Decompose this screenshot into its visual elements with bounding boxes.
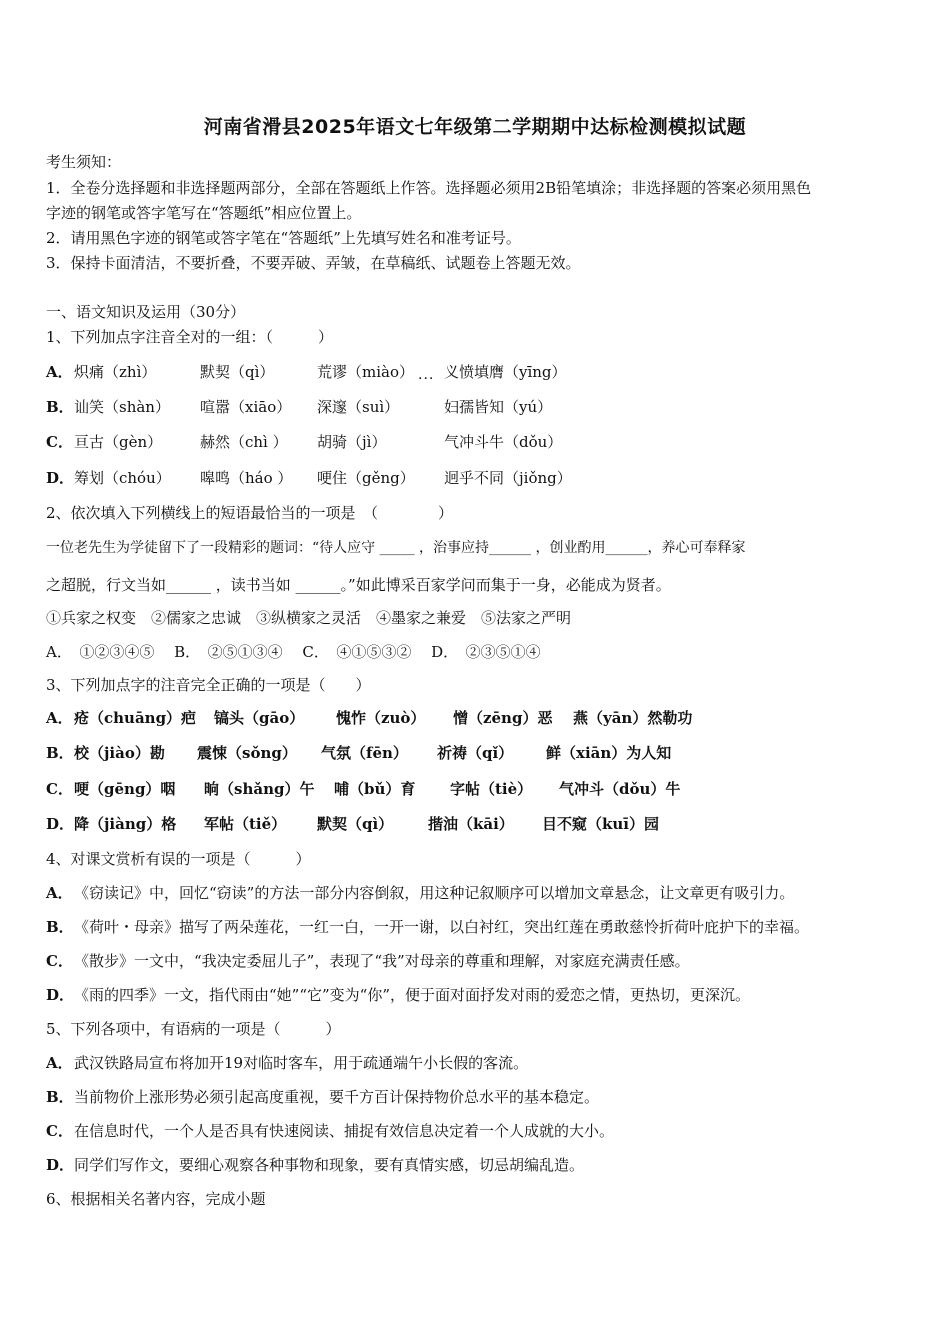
option-cell: 气氛（fēn） bbox=[321, 744, 408, 762]
option-cell: 默契（qì） bbox=[200, 363, 275, 381]
option-label: C． bbox=[46, 780, 73, 798]
option-text: 同学们写作文，要细心观察各种事物和现象，要有真情实感，切忌胡编乱造。 bbox=[74, 1156, 585, 1174]
section-heading: 一、语文知识及运用（30分） bbox=[46, 303, 246, 321]
notice-line: 3．保持卡面清洁，不要折叠，不要弄破、弄皱，在草稿纸、试题卷上答题无效。 bbox=[46, 254, 581, 272]
option-cell: 赫然（chì ） bbox=[200, 433, 288, 451]
question-stem: 4、对课文赏析有误的一项是（ ） bbox=[46, 850, 311, 868]
option-cell: 妇孺皆知（yú） bbox=[444, 398, 553, 416]
option-label: B． bbox=[46, 398, 74, 416]
option-text: 当前物价上涨形势必须引起高度重视，要千方百计保持物价总水平的基本稳定。 bbox=[74, 1088, 600, 1106]
question-stem: 3、下列加点字的注音完全正确的一项是（ ） bbox=[46, 676, 371, 694]
option-cell: 喧嚣（xiāo） bbox=[200, 398, 292, 416]
option-label: D． bbox=[46, 1156, 75, 1174]
option-cell: 炽痛（zhì） bbox=[74, 363, 157, 381]
option-label: C． bbox=[46, 952, 73, 970]
option-cell: 燕（yān）然勒功 bbox=[573, 709, 693, 727]
option-text: 《雨的四季》一文，指代雨由“她”“它”变为“你”，便于面对面抒发对雨的爱恋之情，更热切，更深沉。 bbox=[74, 986, 751, 1004]
answer-options: A． ①②③④⑤ B． ②⑤①③④ C． ④①⑤③② D． ②③⑤①④ bbox=[46, 643, 541, 661]
option-label: D． bbox=[46, 986, 75, 1004]
option-cell: 降（jiàng）格 bbox=[74, 815, 177, 833]
question-stem: 1、下列加点字注音全对的一组：（ ） bbox=[46, 328, 334, 346]
notice-line: 字迹的钢笔或答字笔写在“答题纸”相应位置上。 bbox=[46, 204, 362, 222]
option-cell: 疮（chuāng）疤 bbox=[74, 709, 197, 727]
option-cell: 愧怍（zuò） bbox=[336, 709, 426, 727]
option-cell: 荒谬（miào） bbox=[317, 363, 414, 381]
option-cell: 深邃（suì） bbox=[317, 398, 400, 416]
emphasis-dots: ... bbox=[418, 367, 435, 383]
option-cell: 默契（qì） bbox=[317, 815, 394, 833]
option-cell: 震悚（sǒng） bbox=[197, 744, 297, 762]
question-stem: 5、下列各项中，有语病的一项是（ ） bbox=[46, 1020, 341, 1038]
option-text: 《窃读记》中，回忆“窃读”的方法一部分内容倒叙，用这种记叙顺序可以增加文章悬念，让文章更有吸引力。 bbox=[74, 884, 795, 902]
option-cell: 讪笑（shàn） bbox=[74, 398, 170, 416]
question-passage: 之超脱，行文当如______ ，读书当如 ______。”如此博采百家学问而集于一身，必能成为贤者。 bbox=[46, 576, 671, 594]
option-cell: 亘古（gèn） bbox=[74, 433, 163, 451]
phrase-list: ①兵家之权变 ②儒家之忠诚 ③纵横家之灵活 ④墨家之兼爱 ⑤法家之严明 bbox=[46, 609, 572, 627]
option-label: C． bbox=[46, 433, 73, 451]
option-text: 武汉铁路局宣布将加开19对临时客车，用于疏通端午小长假的客流。 bbox=[74, 1054, 529, 1072]
option-text: 在信息时代，一个人是否具有快速阅读、捕捉有效信息决定着一个人成就的大小。 bbox=[74, 1122, 615, 1140]
option-cell: 哽（gēng）咽 bbox=[74, 780, 176, 798]
question-stem: 2、依次填入下列横线上的短语最恰当的一项是 （ ） bbox=[46, 504, 454, 522]
option-label: C． bbox=[46, 1122, 73, 1140]
option-cell: 祈祷（qǐ） bbox=[437, 744, 514, 762]
option-label: B． bbox=[46, 1088, 74, 1106]
option-cell: 憎（zēng）恶 bbox=[453, 709, 553, 727]
option-label: D． bbox=[46, 469, 75, 487]
option-cell: 目不窥（kuī）园 bbox=[542, 815, 659, 833]
question-passage: 一位老先生为学徒留下了一段精彩的题词：“待人应守 _____ ，治事应持______ ，创业酌用______，养心可奉释家 bbox=[46, 540, 746, 556]
option-cell: 嗥鸣（háo ） bbox=[200, 469, 293, 487]
option-cell: 迥乎不同（jiǒng） bbox=[444, 469, 572, 487]
option-cell: 气冲斗牛（dǒu） bbox=[444, 433, 563, 451]
option-cell: 哺（bǔ）育 bbox=[334, 780, 416, 798]
page-title: 河南省滑县2025年语文七年级第二学期期中达标检测模拟试题 bbox=[203, 116, 747, 138]
option-cell: 义愤填膺（yīng） bbox=[444, 363, 567, 381]
option-label: A． bbox=[46, 363, 73, 381]
option-label: B． bbox=[46, 744, 74, 762]
option-cell: 揩油（kāi） bbox=[428, 815, 514, 833]
notice-heading: 考生须知： bbox=[46, 153, 122, 171]
option-cell: 鲜（xiān）为人知 bbox=[546, 744, 672, 762]
option-label: D． bbox=[46, 815, 75, 833]
option-cell: 镐头（gāo） bbox=[214, 709, 305, 727]
option-text: 《荷叶・母亲》描写了两朵莲花，一红一白，一开一谢，以白衬红，突出红莲在勇敢慈怜折荷叶庇护下的幸福。 bbox=[74, 918, 810, 936]
option-cell: 胡骑（jì） bbox=[317, 433, 387, 451]
option-label: A． bbox=[46, 884, 73, 902]
option-label: A． bbox=[46, 1054, 73, 1072]
option-cell: 筹划（chóu） bbox=[74, 469, 171, 487]
option-label: A． bbox=[46, 709, 73, 727]
option-cell: 晌（shǎng）午 bbox=[204, 780, 315, 798]
option-cell: 字帖（tiè） bbox=[450, 780, 533, 798]
question-stem: 6、根据相关名著内容，完成小题 bbox=[46, 1190, 266, 1208]
option-cell: 气冲斗（dǒu）牛 bbox=[559, 780, 681, 798]
option-cell: 校（jiào）勘 bbox=[74, 744, 165, 762]
notice-line: 2．请用黑色字迹的钢笔或答字笔在“答题纸”上先填写姓名和准考证号。 bbox=[46, 229, 521, 247]
option-cell: 哽住（gěng） bbox=[317, 469, 415, 487]
notice-line: 1．全卷分选择题和非选择题两部分，全部在答题纸上作答。选择题必须用2B铅笔填涂；非选择题的答案必须用黑色 bbox=[46, 179, 812, 197]
option-label: B． bbox=[46, 918, 74, 936]
option-cell: 军帖（tiě） bbox=[204, 815, 287, 833]
option-text: 《散步》一文中，“我决定委屈儿子”，表现了“我”对母亲的尊重和理解，对家庭充满责任感。 bbox=[74, 952, 690, 970]
